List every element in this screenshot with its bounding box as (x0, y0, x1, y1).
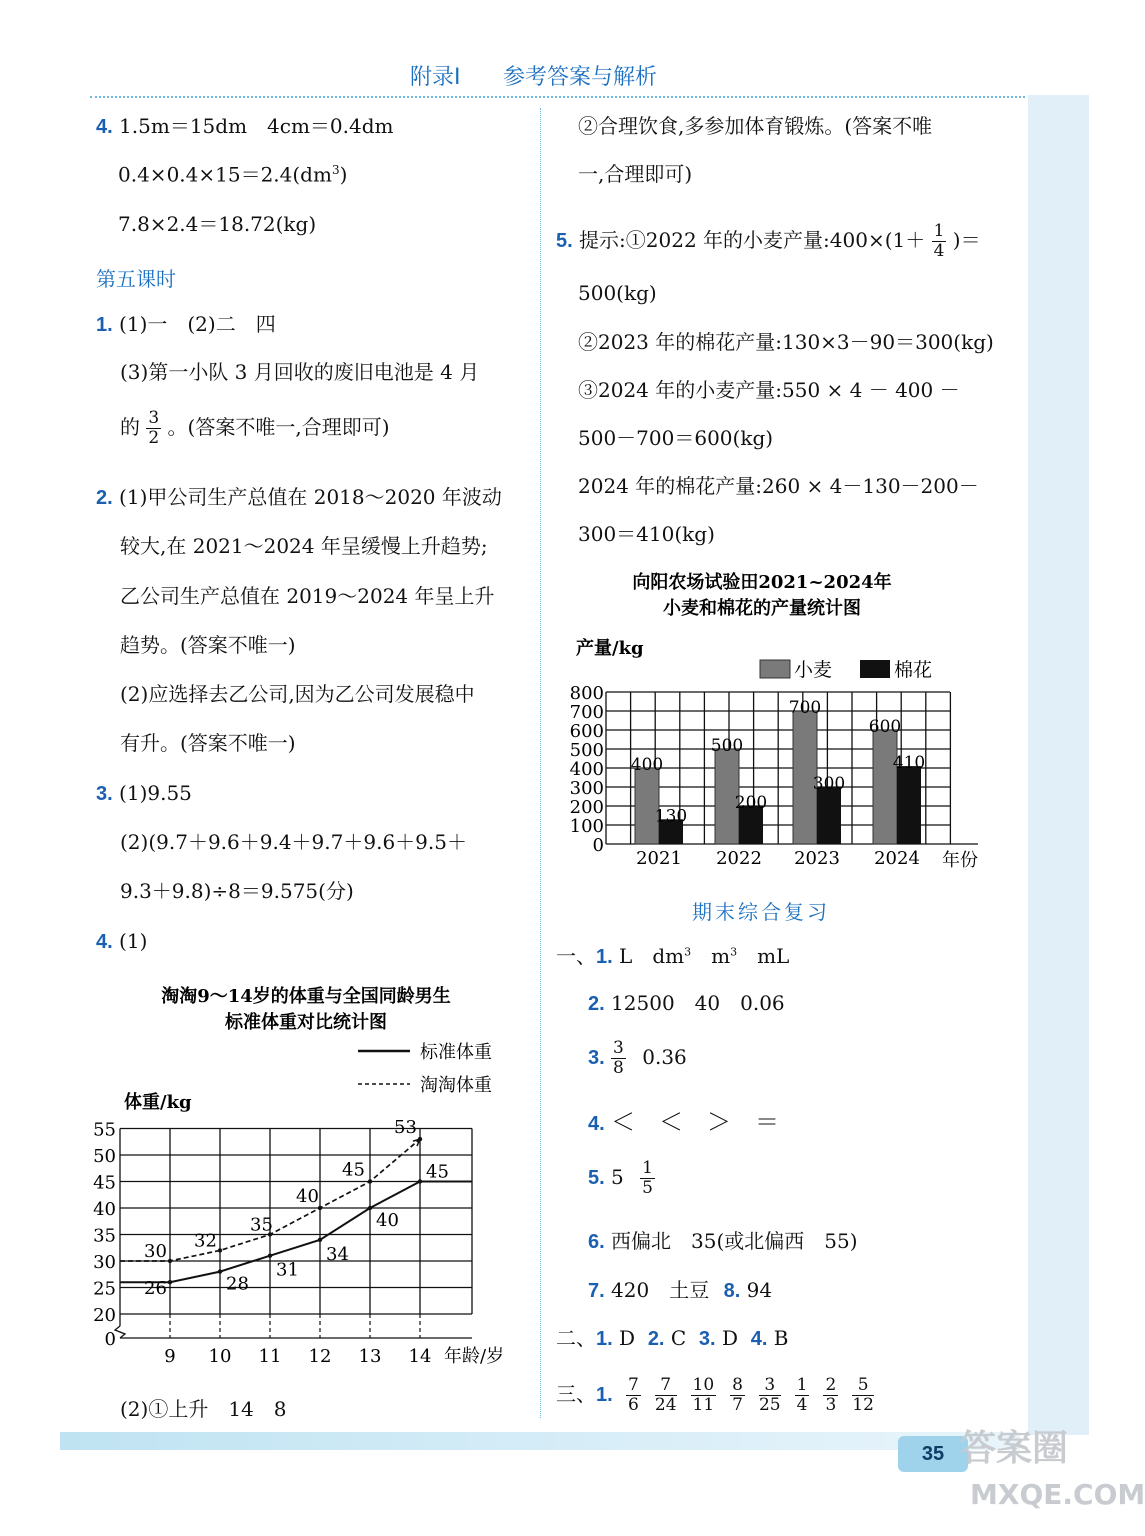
footer-strip (60, 1432, 1020, 1450)
data-label-taotao: 32 (194, 1230, 217, 1252)
x-tick-label: 2021 (636, 848, 682, 869)
section-title: 第五课时 (96, 267, 176, 291)
legend-cotton-swatch (860, 660, 890, 678)
question-number: 1. (596, 1384, 613, 1406)
answer-line: 500(kg) (578, 281, 657, 305)
question-number: 1. (596, 946, 613, 968)
answer-line: 趋势。(答案不唯一) (120, 633, 296, 657)
question-number: 6. (588, 1231, 605, 1253)
question-number: 5. (588, 1167, 605, 1189)
header-title: 参考答案与解析 (503, 65, 658, 90)
left-answer-2 (96, 487, 502, 508)
legend-wheat-swatch (760, 660, 790, 678)
data-label-standard: 34 (326, 1243, 349, 1265)
fraction-numerator: 8 (732, 1375, 743, 1395)
fraction-denominator: 4 (796, 1395, 808, 1415)
data-label-wheat: 400 (630, 755, 664, 775)
crop-bar-chart (560, 566, 990, 876)
x-tick-label: 9 (164, 1346, 176, 1367)
answer-line: 2024 年的棉花产量:260 × 4－130－200－ (578, 474, 979, 498)
fraction-numerator: 1 (933, 221, 945, 241)
fraction-denominator: 24 (654, 1395, 677, 1415)
question-number: 2. (96, 487, 113, 509)
data-label-taotao: 30 (144, 1241, 167, 1262)
header-appendix: 附录Ⅰ (410, 65, 461, 90)
fraction (640, 1160, 655, 1197)
bar-cotton (897, 766, 921, 844)
review-section-2 (556, 1328, 788, 1349)
fraction (655, 1377, 677, 1414)
x-tick-label: 11 (258, 1346, 282, 1367)
x-tick-label: 13 (358, 1346, 382, 1367)
answer-line: 300＝410(kg) (578, 522, 715, 546)
fraction (932, 223, 947, 260)
fraction (611, 1040, 626, 1077)
data-point-taotao (418, 1137, 422, 1141)
data-label-cotton: 200 (734, 793, 768, 813)
answer-line: (1)9.55 (119, 781, 192, 805)
answer-line: (1)一 (2)二 四 (119, 312, 276, 336)
x-axis-label: 年龄/岁 (444, 1346, 505, 1367)
answer-line: ②合理饮食,多参加体育锻炼。(答案不唯 (578, 114, 933, 138)
answer-text: D (619, 1326, 636, 1350)
question-number: 4. (588, 1113, 605, 1135)
answer-text: mL (737, 944, 790, 968)
data-label-wheat: 600 (868, 717, 902, 737)
right-margin-strip (1028, 95, 1089, 1435)
data-label-cotton: 130 (654, 806, 688, 827)
data-point-taotao (368, 1179, 372, 1183)
left-answer-1 (96, 314, 276, 335)
answer-text: 94 (746, 1278, 773, 1302)
answer-text: 5 (611, 1165, 624, 1189)
answer-text: D (721, 1326, 738, 1350)
x-axis-label: 年份 (942, 850, 978, 871)
answer-line: 乙公司生产总值在 2019～2024 年呈上升 (120, 584, 495, 608)
y-tick-label: 100 (569, 816, 604, 837)
review-answer-7-8 (588, 1280, 772, 1301)
section-prefix: 三、 (556, 1382, 596, 1406)
y-tick-label: 45 (93, 1172, 116, 1194)
data-label-taotao: 35 (250, 1214, 273, 1236)
review-section-3 (556, 1377, 881, 1414)
review-answer-2 (588, 993, 785, 1014)
fraction-numerator: 3 (148, 408, 160, 428)
answer-text: 。(答案不唯一,合理即可) (167, 415, 390, 439)
question-number: 5. (556, 230, 573, 252)
right-answer-5 (556, 223, 981, 260)
data-point-taotao (218, 1248, 222, 1252)
review-answer-1 (556, 946, 789, 967)
answer-text: L dm (619, 944, 685, 968)
x-tick-label: 2024 (874, 848, 920, 869)
answer-text: ＜ ＜ ＞ ＝ (611, 1108, 780, 1136)
y-tick-label: 25 (93, 1278, 116, 1300)
y-tick-label: 800 (569, 683, 604, 704)
left-answer-4 (96, 116, 394, 137)
fraction-denominator: 11 (692, 1395, 715, 1415)
y-tick-label: 0 (104, 1329, 116, 1350)
data-point-standard (318, 1238, 322, 1242)
answer-line: (2)(9.7＋9.6＋9.4＋9.7＋9.6＋9.5＋ (120, 830, 467, 854)
review-answer-4 (588, 1110, 779, 1134)
chart-title-line2: 小麦和棉花的产量统计图 (663, 598, 861, 619)
answer-line: (1)甲公司生产总值在 2018～2020 年波动 (119, 485, 502, 509)
answer-text: 提示:①2022 年的小麦产量:400×(1＋ (579, 228, 926, 252)
data-label-cotton: 410 (892, 753, 926, 774)
fraction (691, 1377, 717, 1414)
review-answer-5 (588, 1160, 655, 1197)
question-number: 4. (96, 116, 113, 138)
question-number: 7. (588, 1280, 605, 1302)
answer-line: 9.3＋9.8)÷8＝9.575(分) (120, 879, 354, 903)
legend-label-cotton: 棉花 (894, 659, 933, 681)
data-point-standard (368, 1206, 372, 1210)
legend-label-wheat: 小麦 (794, 659, 833, 681)
fraction-list (619, 1375, 881, 1415)
question-number: 1. (96, 314, 113, 336)
data-point-taotao (168, 1259, 172, 1263)
answer-text: 0.4×0.4×15＝2.4(dm (118, 162, 332, 187)
fraction-numerator: 1 (642, 1158, 653, 1178)
section-prefix: 二、 (556, 1326, 596, 1350)
axis-break-mark (115, 1326, 125, 1338)
fraction-denominator: 25 (758, 1395, 781, 1415)
question-number: 1. (596, 1328, 613, 1350)
answer-line: 500－700＝600(kg) (578, 426, 774, 450)
review-answer-3 (588, 1040, 687, 1077)
answer-line (120, 410, 390, 447)
question-number: 3. (96, 783, 113, 805)
y-tick-label: 0 (592, 835, 604, 856)
answer-line: (1) (119, 929, 148, 953)
bar-wheat (873, 730, 897, 844)
data-label-wheat: 500 (710, 736, 744, 756)
y-tick-label: 50 (93, 1146, 116, 1167)
fraction (759, 1377, 781, 1414)
fraction-denominator: 4 (933, 241, 945, 261)
question-number: 2. (588, 993, 605, 1015)
chart-title-line1: 淘淘9～14岁的体重与全国同龄男生 (161, 986, 451, 1007)
fraction-numerator: 7 (655, 1377, 677, 1396)
answer-line: 有升。(答案不唯一) (120, 731, 296, 755)
fraction-numerator: 1 (796, 1375, 808, 1395)
data-point-standard (268, 1254, 272, 1258)
y-tick-label: 600 (569, 721, 604, 742)
answer-line: 较大,在 2021～2024 年呈缓慢上升趋势; (120, 534, 488, 558)
data-point-standard (418, 1179, 422, 1183)
y-tick-label: 300 (569, 778, 604, 799)
x-tick-label: 12 (308, 1346, 332, 1367)
answer-line: 7.8×2.4＝18.72(kg) (118, 212, 317, 236)
fraction-denominator: 7 (732, 1395, 743, 1415)
legend-label-standard: 标准体重 (420, 1042, 492, 1063)
y-axis-label: 体重/kg (124, 1092, 192, 1113)
answer-line: 1.5m＝15dm 4cm＝0.4dm (119, 114, 394, 138)
y-tick-label: 35 (93, 1225, 116, 1247)
column-divider (540, 108, 541, 1418)
y-tick-label: 400 (569, 759, 604, 780)
answer-text: 12500 40 0.06 (611, 991, 785, 1015)
superscript: 3 (331, 163, 340, 177)
answer-line: (2)①上升 14 8 (120, 1397, 287, 1421)
data-point-standard (218, 1269, 222, 1273)
fraction-numerator: 10 (692, 1375, 715, 1395)
fraction (146, 410, 161, 447)
review-answer-6 (588, 1231, 858, 1252)
answer-line: ②2023 年的棉花产量:130×3－90＝300(kg) (578, 330, 994, 354)
fraction-denominator: 3 (825, 1395, 837, 1415)
y-tick-label: 700 (569, 702, 604, 723)
bar-cotton (817, 787, 841, 844)
answer-line: (2)应选择去乙公司,因为乙公司发展稳中 (120, 682, 475, 706)
fraction-denominator: 5 (642, 1178, 653, 1198)
left-answer-4b (96, 931, 147, 952)
x-tick-label: 2022 (716, 848, 762, 869)
x-tick-label: 10 (208, 1346, 232, 1367)
answer-line: (3)第一小队 3 月回收的废旧电池是 4 月 (120, 360, 480, 384)
answer-text: m (691, 944, 731, 968)
left-answer-3 (96, 783, 192, 804)
chart-title-line1: 向阳农场试验田2021~2024年 (632, 572, 892, 593)
data-label-standard: 45 (426, 1161, 449, 1183)
fraction-numerator: 2 (825, 1375, 837, 1395)
answer-line (118, 164, 347, 185)
fraction-numerator: 7 (628, 1375, 639, 1395)
fraction (730, 1377, 745, 1414)
chart-title-line2: 标准体重对比统计图 (225, 1012, 387, 1033)
data-point-standard (168, 1280, 172, 1284)
fraction-numerator: 3 (759, 1377, 781, 1396)
answer-text: 的 (120, 415, 140, 439)
data-label-standard: 31 (276, 1259, 299, 1281)
fraction (823, 1377, 838, 1414)
data-label-cotton: 300 (812, 774, 846, 794)
y-tick-label: 55 (93, 1119, 116, 1141)
data-label-taotao: 45 (342, 1159, 365, 1181)
fraction (852, 1377, 874, 1414)
y-tick-label: 40 (93, 1199, 116, 1220)
x-tick-label: 14 (408, 1346, 432, 1367)
page-number: 35 (898, 1436, 968, 1472)
fraction-denominator: 8 (613, 1058, 624, 1078)
answer-text: 0.36 (642, 1045, 687, 1069)
data-label-standard: 26 (144, 1278, 167, 1300)
section-prefix: 一、 (556, 944, 596, 968)
answer-text: C (670, 1326, 687, 1350)
question-number: 4. (750, 1328, 768, 1350)
answer-text: ) (339, 162, 348, 187)
fraction-numerator: 5 (852, 1377, 874, 1396)
fraction-denominator: 12 (852, 1395, 874, 1415)
answer-text: 420 土豆 (611, 1278, 710, 1302)
legend-label-taotao: 淘淘体重 (420, 1075, 492, 1096)
y-axis-label: 产量/kg (576, 638, 644, 659)
y-tick-label: 500 (569, 740, 604, 761)
superscript: 3 (684, 945, 692, 959)
question-number: 2. (647, 1328, 665, 1350)
fraction-denominator: 6 (628, 1395, 639, 1415)
data-label-standard: 40 (376, 1210, 399, 1231)
fraction-numerator: 3 (613, 1038, 624, 1058)
header-divider (90, 96, 1025, 98)
data-label-taotao: 53 (394, 1117, 417, 1139)
answer-line: ③2024 年的小麦产量:550 × 4 － 400 － (578, 378, 960, 402)
fraction-denominator: 2 (148, 428, 160, 448)
fraction (626, 1377, 641, 1414)
watermark-url: MXQE.COM (970, 1478, 1145, 1511)
y-tick-label: 200 (569, 797, 604, 818)
watermark-logo: 答案圈 (960, 1428, 1069, 1469)
answer-text: B (773, 1326, 789, 1350)
answer-text: )＝ (952, 228, 981, 252)
question-number: 3. (588, 1047, 605, 1069)
x-tick-label: 2023 (794, 848, 840, 869)
fraction (795, 1377, 810, 1414)
question-number: 4. (96, 931, 113, 953)
question-number: 3. (698, 1328, 716, 1350)
superscript: 3 (730, 945, 738, 959)
data-label-wheat: 700 (788, 698, 822, 718)
data-label-taotao: 40 (296, 1186, 319, 1207)
y-tick-label: 30 (93, 1252, 116, 1273)
question-number: 8. (723, 1280, 741, 1302)
data-label-standard: 28 (226, 1273, 249, 1295)
answer-text: 西偏北 35(或北偏西 55) (611, 1229, 858, 1253)
answer-line: 一,合理即可) (578, 162, 693, 186)
weight-line-chart (88, 978, 538, 1378)
y-tick-label: 20 (93, 1305, 116, 1326)
review-section-title: 期末综合复习 (692, 900, 830, 924)
